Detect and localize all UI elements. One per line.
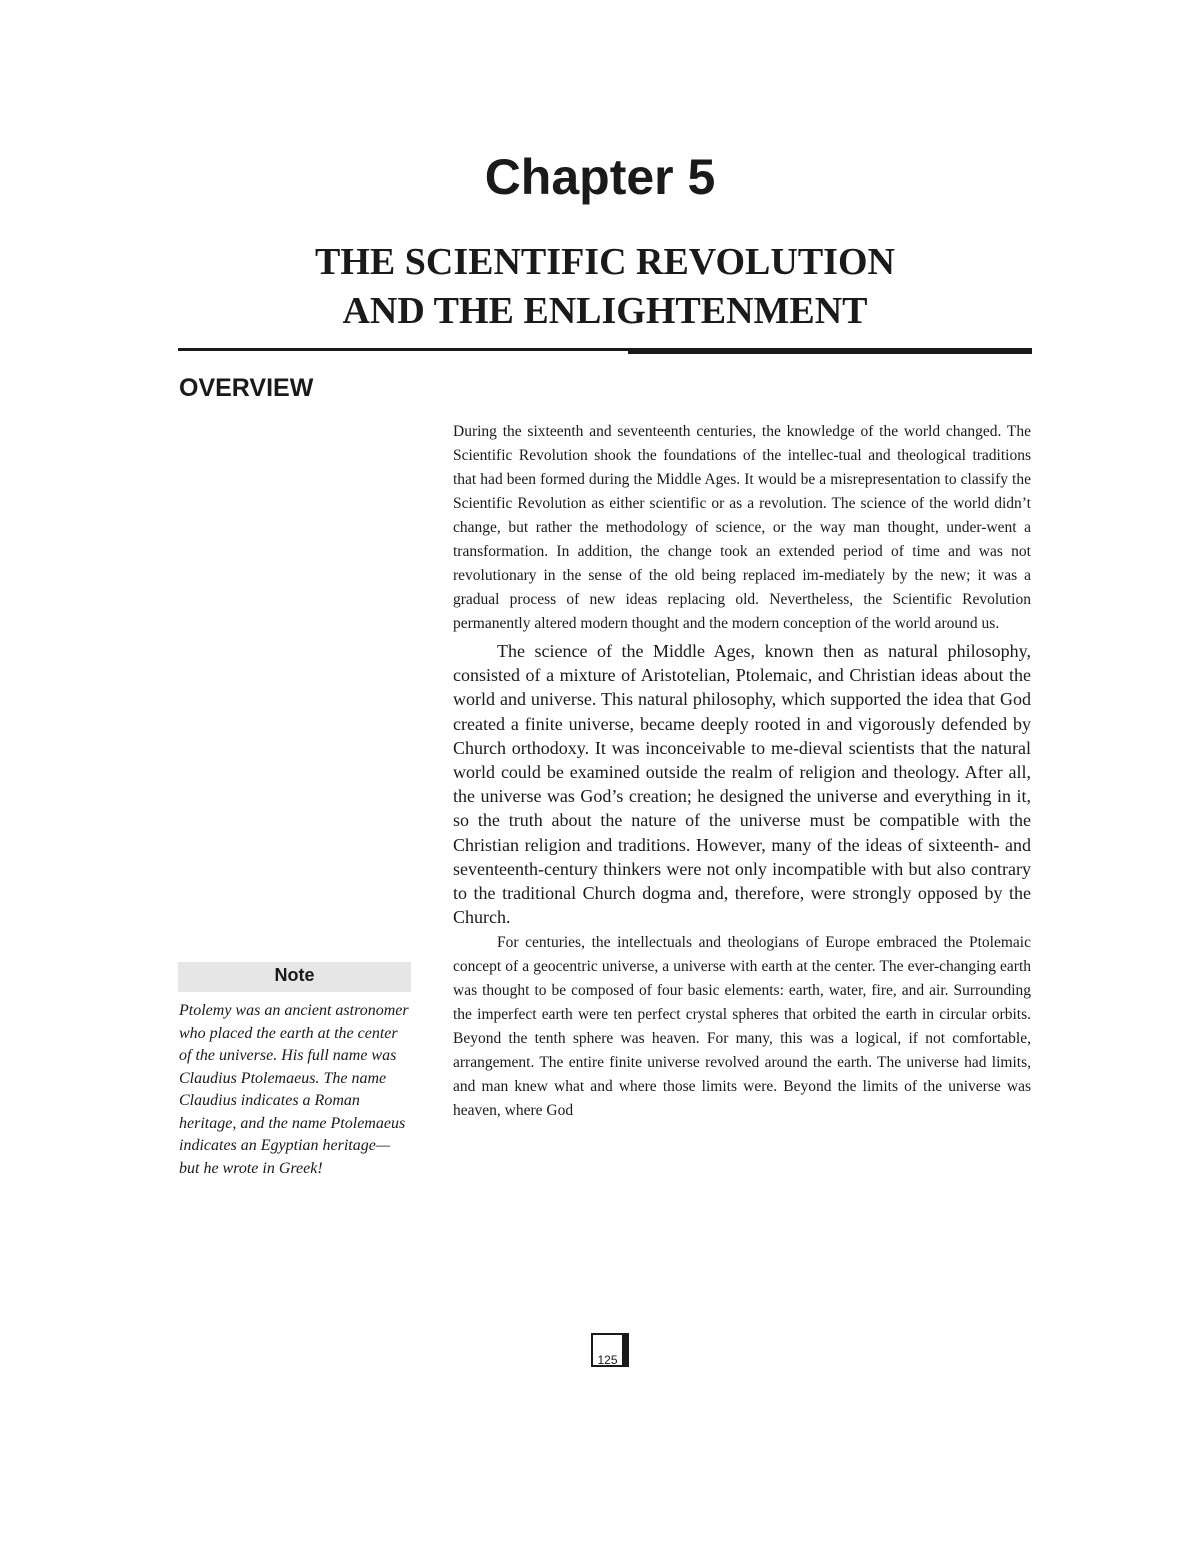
note-text: Ptolemy was an ancient astronomer who placed the earth at the center of the universe. His full name was Claudius Ptolemaeus. The name Claudius indicates a Roman heritage, and the name Ptolemaeus indicates an Egyptian heritage— but he wrote in Greek! <box>179 1002 409 1177</box>
body-text-column <box>453 420 1031 1123</box>
page-number-badge <box>591 1333 629 1367</box>
page-number: 125 <box>597 1353 618 1367</box>
chapter-subtitle <box>0 238 1200 336</box>
title-divider-accent <box>628 348 1032 354</box>
section-heading: OVERVIEW <box>179 374 314 402</box>
chapter-subtitle-line-2: AND THE ENLIGHTENMENT <box>342 290 868 332</box>
body-paragraph: The science of the Middle Ages, known then as natural philosophy, consisted of a mixture of Aristotelian, Ptolemaic, and Christian ideas about the world and universe. This natural philosophy, which supported the idea that God created a finite universe, became deeply rooted in and vigorously defended by Church orthodoxy. It was inconceivable to me-dieval scientists that the natural world could be examined outside the realm of religion and theology. After all, the universe was God’s creation; he designed the universe and everything in it, so the truth about the nature of the universe must be compatible with the Christian religion and traditions. However, many of the ideas of sixteenth- and seventeenth-century thinkers were not only incompatible with but also contrary to the traditional Church dogma and, therefore, were strongly opposed by the Church. <box>453 641 1031 928</box>
chapter-subtitle-line-1: THE SCIENTIFIC REVOLUTION <box>315 241 895 283</box>
body-paragraph: During the sixteenth and seventeenth centuries, the knowledge of the world changed. The Scientific Revolution shook the foundations of the intellec-tual and theological traditions that had been formed during the Middle Ages. It would be a misrepresentation to classify the Scientific Revolution as either scientific or as a revolution. The science of the world didn’t change, but rather the methodology of science, or the way man thought, under-went a transformation. In addition, the change took an extended period of time and was not revolutionary in the sense of the old being replaced im-mediately by the new; it was a gradual process of new ideas replacing old. Nevertheless, the Scientific Revolution permanently altered modern thought and the modern conception of the world around us. <box>453 423 1031 632</box>
note-header <box>178 962 411 992</box>
body-paragraph: For centuries, the intellectuals and theologians of Europe embraced the Ptolemaic concept of a geocentric universe, a universe with earth at the center. The ever-changing earth was thought to be composed of four basic elements: earth, water, fire, and air. Surrounding the imperfect earth were ten perfect crystal spheres that orbited the earth in circular orbits. Beyond the tenth sphere was heaven. For many, this was a logical, if not comfortable, arrangement. The entire finite universe revolved around the earth. The universe had limits, and man knew what and where those limits were. Beyond the limits of the universe was heaven, where God <box>453 934 1031 1120</box>
chapter-title: Chapter 5 <box>484 149 716 205</box>
note-label: Note <box>274 965 315 985</box>
